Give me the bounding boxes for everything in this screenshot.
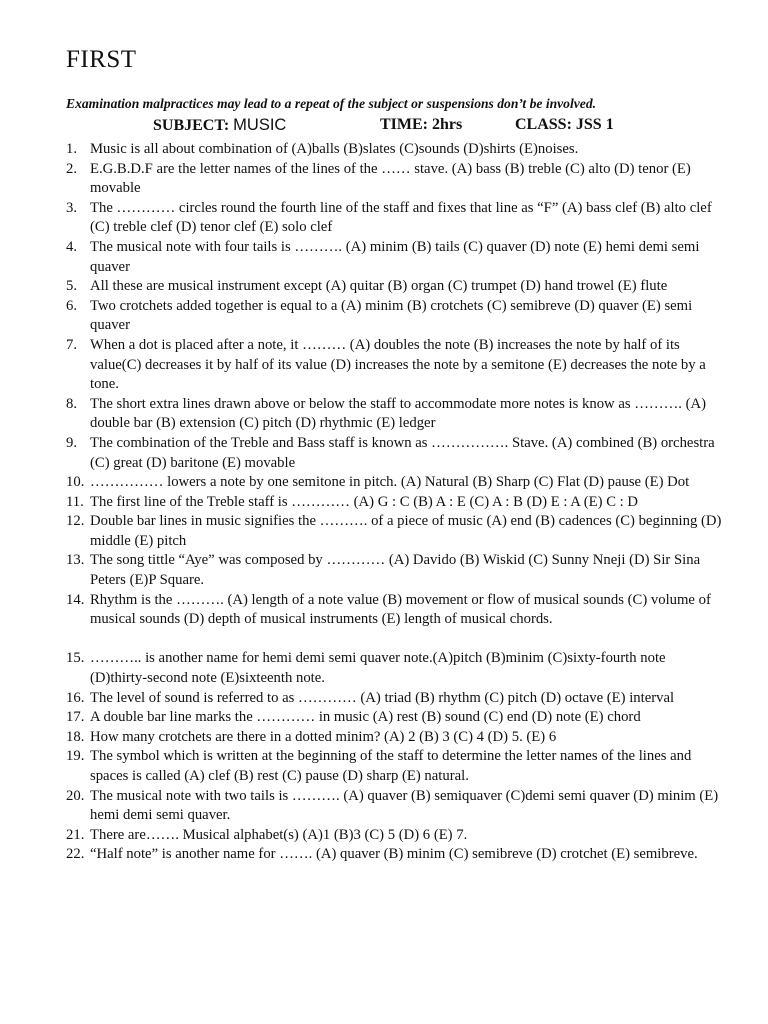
question-text: A double bar line marks the ………… in music (A) rest (B) sound (C) end (D) note (E) chord (90, 709, 641, 726)
question-item (66, 473, 726, 493)
question-item (66, 238, 726, 277)
question-item (66, 787, 726, 826)
question-number: 8. (66, 395, 78, 412)
question-text: The musical note with two tails is ………. (A) quaver (B) semiquaver (C)demi semi quaver (D) minim (E) hemi demi semi quaver. (90, 787, 719, 824)
question-item (66, 728, 726, 748)
question-text: All these are musical instrument except (A) quitar (B) organ (C) trumpet (D) hand trowel (E) flute (90, 278, 668, 295)
question-item (66, 493, 726, 513)
question-item (66, 512, 726, 551)
question-text: ……….. is another name for hemi demi semi quaver note.(A)pitch (B)minim (C)sixty-fourth note (D)thirty-second note (E)sixteenth note. (90, 650, 666, 687)
question-number: 17. (66, 709, 85, 726)
question-text: Music is all about combination of (A)balls (B)slates (C)sounds (D)shirts (E)noises. (90, 141, 579, 157)
time-field: TIME: 2hrs (380, 116, 463, 133)
malpractice-warning: Examination malpractices may lead to a repeat of the subject or suspensions don’t be involved. (66, 96, 597, 111)
question-text: The combination of the Treble and Bass staff is known as ……………. Stave. (A) combined (B) orchestra (C) great (D) baritone (E) movable (90, 434, 715, 471)
question-number: 9. (66, 434, 78, 451)
question-number: 4. (66, 238, 78, 255)
subject-label: SUBJECT: (153, 117, 230, 134)
question-text: Rhythm is the ………. (A) length of a note value (B) movement or flow of musical sounds (C) volume of musical sounds (D) depth of musical instruments (E) length of musical chords. (90, 591, 711, 628)
question-number: 3. (66, 199, 78, 216)
question-item (66, 434, 726, 473)
question-text: When a dot is placed after a note, it ……… (A) doubles the note (B) increases the note by half of its value(C) decreases it by half of its value (D) increases the note by a semitone (E) decreases the note by a tone. (90, 336, 706, 393)
question-text: The musical note with four tails is ………. (A) minim (B) tails (C) quaver (D) note (E) hemi demi semi quaver (90, 238, 700, 275)
question-item (66, 140, 726, 160)
question-text: “Half note” is another name for ……. (A) quaver (B) minim (C) semibreve (D) crotchet (E) semibreve. (90, 846, 698, 863)
question-item (66, 826, 726, 846)
question-text: E.G.B.D.F are the letter names of the lines of the …… stave. (A) bass (B) treble (C) alto (D) tenor (E) movable (90, 160, 691, 197)
question-number: 21. (66, 826, 85, 843)
question-text: There are……. Musical alphabet(s) (A)1 (B)3 (C) 5 (D) 6 (E) 7. (90, 826, 468, 843)
question-text: The symbol which is written at the beginning of the staff to determine the letter names of the lines and spaces is called (A) clef (B) rest (C) pause (D) sharp (E) natural. (90, 748, 692, 784)
question-number: 7. (66, 336, 78, 353)
question-item (66, 649, 726, 688)
class-field: CLASS: JSS 1 (515, 116, 614, 133)
question-text: How many crotchets are there in a dotted minim? (A) 2 (B) 3 (C) 4 (D) 5. (E) 6 (90, 728, 557, 745)
question-text: The level of sound is referred to as ………… (A) triad (B) rhythm (C) pitch (D) octave (E) interval (90, 689, 675, 706)
question-number: 20. (66, 787, 85, 804)
question-item (66, 277, 726, 297)
question-item (66, 551, 726, 590)
question-item (66, 336, 726, 395)
question-item (66, 199, 726, 238)
question-item (66, 160, 726, 199)
question-number: 15. (66, 650, 85, 667)
question-item (66, 395, 726, 434)
question-text: The first line of the Treble staff is ………… (A) G : C (B) A : E (C) A : B (D) E : A (E) C : D (90, 493, 639, 510)
question-item (66, 845, 726, 865)
question-item (66, 747, 726, 786)
question-list (66, 140, 726, 865)
subject-value: MUSIC (233, 116, 287, 134)
question-number: 11. (66, 493, 84, 510)
question-text: The song tittle “Aye” was composed by ………… (A) Davido (B) Wiskid (C) Sunny Nneji (D) Sir Sina Peters (E)P Square. (90, 552, 701, 589)
question-text: The ………… circles round the fourth line of the staff and fixes that line as “F” (A) bass clef (B) alto clef (C) treble clef (D) tenor clef (E) solo clef (90, 199, 712, 236)
subject-field (153, 116, 286, 135)
question-number: 22. (66, 846, 85, 863)
question-number: 18. (66, 728, 85, 745)
question-item (66, 708, 726, 728)
question-item (66, 591, 726, 630)
question-text: Double bar lines in music signifies the ………. of a piece of music (A) end (B) cadences (C) beginning (D) middle (E) pitch (90, 513, 722, 549)
question-number: 6. (66, 297, 78, 314)
question-number: 14. (66, 591, 85, 608)
question-item (66, 297, 726, 336)
question-text: …………… lowers a note by one semitone in pitch. (A) Natural (B) Sharp (C) Flat (D) pause (E) Dot (90, 474, 690, 491)
question-text: Two crotchets added together is equal to a (A) minim (B) crotchets (C) semibreve (D) quaver (E) semi quaver (90, 297, 693, 334)
question-number: 10. (66, 474, 85, 491)
question-text: The short extra lines drawn above or below the staff to accommodate more notes is know as ………. (A) double bar (B) extension (C) pitch (D) rhythmic (E) ledger (90, 395, 707, 432)
question-number: 13. (66, 552, 85, 569)
question-number: 16. (66, 689, 85, 706)
question-number: 5. (66, 278, 78, 295)
question-number: 1. (66, 141, 78, 157)
question-number: 19. (66, 748, 85, 765)
question-item (66, 689, 726, 709)
question-number: 12. (66, 513, 85, 530)
document-title: FIRST (66, 46, 137, 73)
question-number: 2. (66, 160, 78, 177)
